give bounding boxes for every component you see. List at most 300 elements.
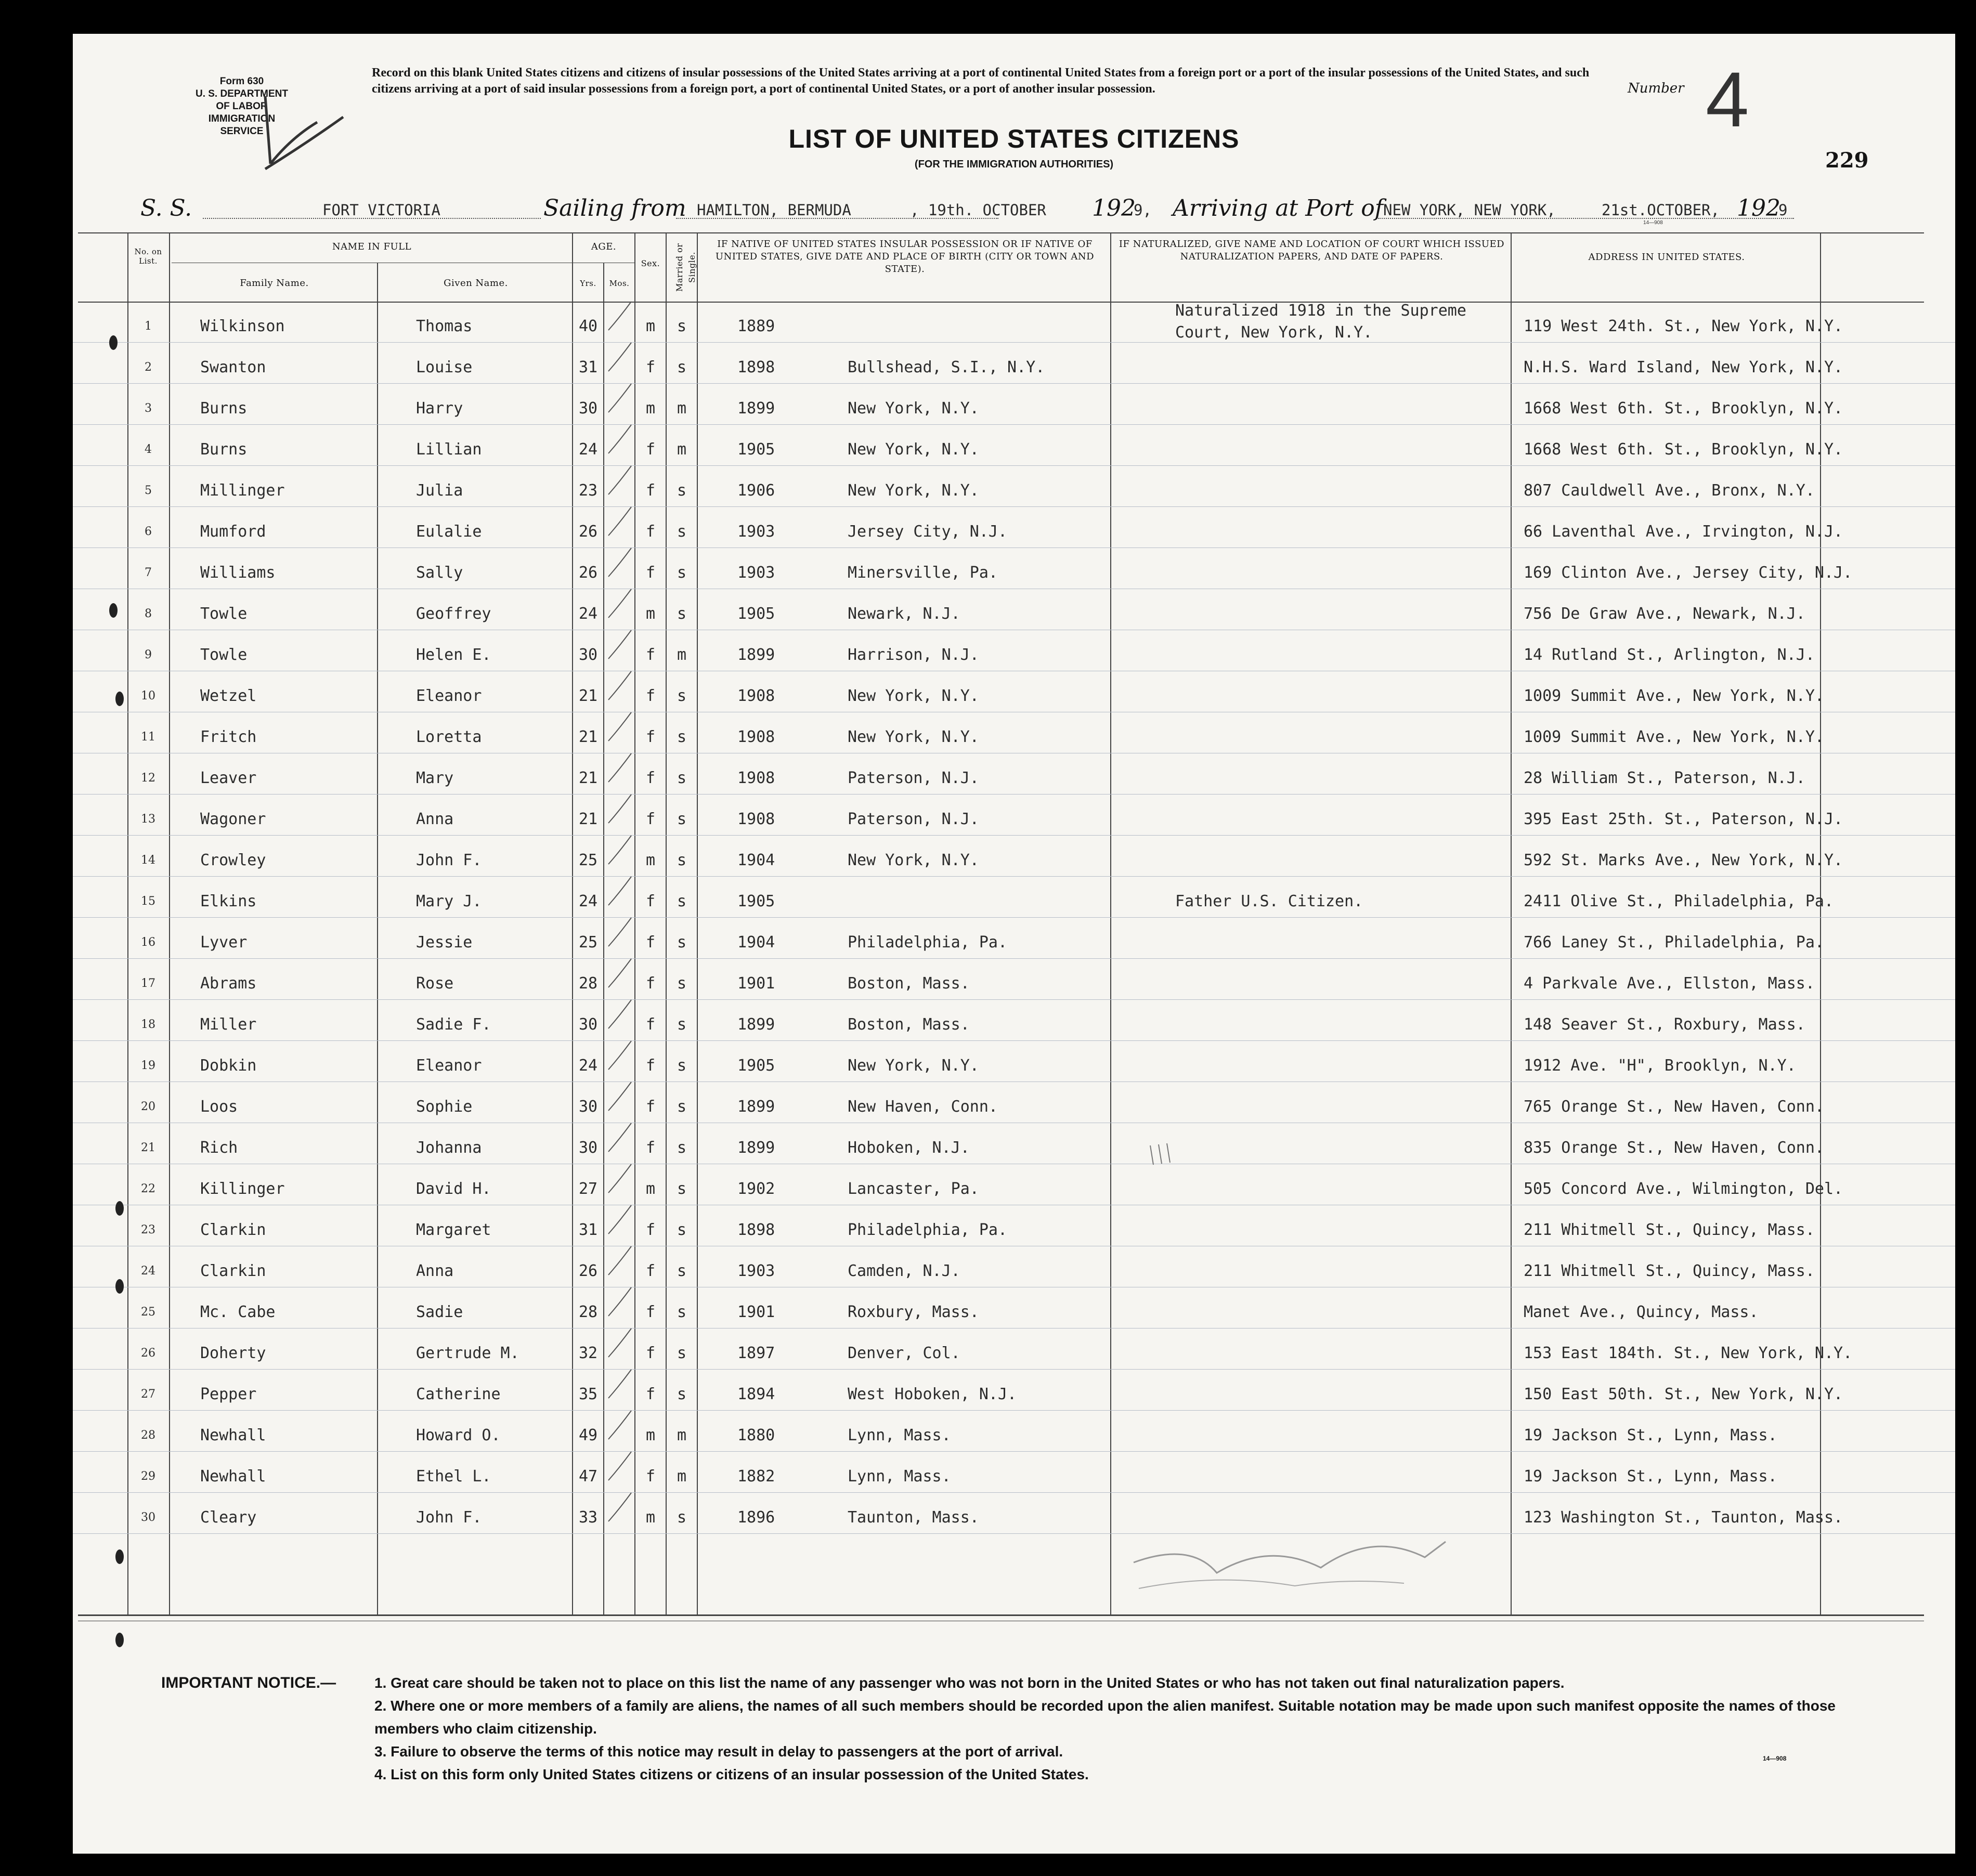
cell-address: 211 Whitmell St., Quincy, Mass. (1524, 1221, 1815, 1239)
cell-sex: f (645, 892, 656, 910)
cell-address: 19 Jackson St., Lynn, Mass. (1524, 1426, 1777, 1444)
cell-place: New York, N.Y. (848, 440, 979, 459)
cell-address: 123 Washington St., Taunton, Mass. (1524, 1508, 1843, 1527)
cell-place: Boston, Mass. (848, 1015, 970, 1034)
cell-yrs: 21 (578, 769, 598, 787)
cell-given: Sally (416, 564, 463, 582)
cell-ms: s (677, 1508, 687, 1527)
cell-given: Eleanor (416, 687, 482, 705)
cell-yrs: 24 (578, 605, 598, 623)
cell-year: 1905 (737, 1057, 775, 1075)
cell-address: 592 St. Marks Ave., New York, N.Y. (1524, 851, 1843, 869)
cell-address: 505 Concord Ave., Wilmington, Del. (1524, 1180, 1843, 1198)
cell-address: 756 De Graw Ave., Newark, N.J. (1524, 605, 1805, 623)
cell-no: 3 (145, 402, 152, 415)
cell-sex: m (645, 399, 656, 418)
cell-no: 23 (141, 1223, 155, 1236)
cell-year: 1906 (737, 481, 775, 500)
cell-given: Louise (416, 358, 473, 376)
cell-ms: s (677, 523, 687, 541)
year-prefix-1: 192 (1092, 195, 1136, 222)
notice-item-3: 3. Failure to observe the terms of this notice may result in delay to passengers at the port of arrival. (374, 1743, 1063, 1760)
arrival-date: 21st.OCTOBER, (1602, 201, 1720, 219)
cell-place: Minersville, Pa. (848, 564, 998, 582)
cell-ms: m (677, 1467, 687, 1486)
year-digit-2: 9 (1778, 201, 1788, 219)
cell-family: Doherty (200, 1344, 266, 1362)
cell-address: 148 Seaver St., Roxbury, Mass. (1524, 1015, 1805, 1034)
cell-yrs: 25 (578, 851, 598, 869)
cell-address: 1009 Summit Ave., New York, N.Y. (1524, 687, 1824, 705)
cell-place: Lynn, Mass. (848, 1467, 951, 1486)
notice-item-1: 1. Great care should be taken not to place on this list the name of any passenger who was not born in the United States or who has not taken out final naturalization papers. (374, 1675, 1565, 1691)
cell-ms: s (677, 1344, 687, 1362)
cell-sex: f (645, 646, 656, 664)
cell-year: 1903 (737, 1262, 775, 1280)
notice-item-4: 4. List on this form only United States citizens or citizens of an insular possession of the United States. (374, 1766, 1089, 1782)
cell-ms: s (677, 1303, 687, 1321)
cell-sex: f (645, 1057, 656, 1075)
cell-no: 7 (145, 566, 152, 579)
cell-ms: s (677, 317, 687, 335)
cell-no: 28 (141, 1429, 155, 1442)
cell-sex: f (645, 1303, 656, 1321)
cell-ms: s (677, 1180, 687, 1198)
cell-given: Loretta (416, 728, 482, 746)
cell-yrs: 31 (578, 358, 598, 376)
cell-no: 16 (141, 936, 155, 949)
cell-place: West Hoboken, N.J. (848, 1385, 1017, 1403)
cell-nat: Naturalized 1918 in the Supreme (1175, 302, 1466, 320)
cell-yrs: 30 (578, 1098, 598, 1116)
cell-no: 27 (141, 1388, 155, 1401)
cell-yrs: 24 (578, 892, 598, 910)
cell-ms: s (677, 481, 687, 500)
cell-given: Howard O. (416, 1426, 501, 1444)
arriving-label: Arriving at Port of (1173, 195, 1384, 222)
cell-year: 1908 (737, 728, 775, 746)
cell-no: 9 (145, 648, 152, 661)
cell-place: Bullshead, S.I., N.Y. (848, 358, 1045, 376)
cell-sex: f (645, 1262, 656, 1280)
cell-address: 119 West 24th. St., New York, N.Y. (1524, 317, 1843, 335)
cell-year: 1896 (737, 1508, 775, 1527)
sailing-label: Sailing from (543, 195, 686, 222)
handwriting-overlay (73, 34, 1955, 1854)
cell-family: Fritch (200, 728, 257, 746)
cell-sex: f (645, 769, 656, 787)
cell-year: 1902 (737, 1180, 775, 1198)
cell-ms: s (677, 851, 687, 869)
col-header-birth: IF NATIVE OF UNITED STATES INSULAR POSSESSION OR IF NATIVE OF UNITED STATES, GIVE DATE AND PLACE OF BIRTH (CITY OR TOWN AND STATE). (715, 239, 1095, 275)
cell-no: 15 (141, 895, 155, 908)
cell-given: John F. (416, 1508, 482, 1527)
cell-given: Thomas (416, 317, 473, 335)
cell-sex: f (645, 974, 656, 993)
cell-sex: f (645, 1221, 656, 1239)
cell-sex: m (645, 1508, 656, 1527)
notice-heading: IMPORTANT NOTICE.— (161, 1674, 336, 1691)
cell-family: Williams (200, 564, 276, 582)
cell-year: 1901 (737, 1303, 775, 1321)
cell-family: Abrams (200, 974, 257, 993)
cell-ms: s (677, 933, 687, 952)
cell-no: 2 (145, 361, 152, 374)
col-header-age: AGE. (591, 241, 617, 252)
cell-ms: m (677, 399, 687, 418)
cell-given: Eulalie (416, 523, 482, 541)
signature-scribble (1134, 1542, 1446, 1573)
cell-ms: s (677, 1262, 687, 1280)
cell-no: 26 (141, 1347, 155, 1360)
cell-year: 1897 (737, 1344, 775, 1362)
cell-address: 1009 Summit Ave., New York, N.Y. (1524, 728, 1824, 746)
cell-ms: s (677, 892, 687, 910)
col-header-address: ADDRESS IN UNITED STATES. (1588, 252, 1745, 263)
cell-family: Towle (200, 646, 248, 664)
cell-place: Boston, Mass. (848, 974, 970, 993)
cell-place: Philadelphia, Pa. (848, 933, 1008, 952)
cell-address: 14 Rutland St., Arlington, N.J. (1524, 646, 1815, 664)
cell-place: New York, N.Y. (848, 687, 979, 705)
cell-address: 4 Parkvale Ave., Ellston, Mass. (1524, 974, 1815, 993)
cell-year: 1880 (737, 1426, 775, 1444)
cell-year: 1899 (737, 1098, 775, 1116)
cell-family: Wilkinson (200, 317, 285, 335)
cell-ms: s (677, 605, 687, 623)
cell-yrs: 25 (578, 933, 598, 952)
cell-year: 1894 (737, 1385, 775, 1403)
cell-sex: m (645, 605, 656, 623)
cell-no: 8 (145, 607, 152, 620)
page-title: LIST OF UNITED STATES CITIZENS (788, 124, 1240, 153)
cell-ms: s (677, 974, 687, 993)
cell-ms: s (677, 1015, 687, 1034)
cell-yrs: 33 (578, 1508, 598, 1527)
cell-yrs: 28 (578, 1303, 598, 1321)
cell-sex: f (645, 1015, 656, 1034)
cell-ms: s (677, 728, 687, 746)
cell-family: Wetzel (200, 687, 257, 705)
cell-family: Lyver (200, 933, 248, 952)
cell-place: Denver, Col. (848, 1344, 960, 1362)
cell-sex: f (645, 1467, 656, 1486)
cell-place: Hoboken, N.J. (848, 1139, 970, 1157)
cell-address: 150 East 50th. St., New York, N.Y. (1524, 1385, 1843, 1403)
cell-place: New York, N.Y. (848, 728, 979, 746)
cell-yrs: 35 (578, 1385, 598, 1403)
cell-given: Julia (416, 481, 463, 500)
cell-yrs: 28 (578, 974, 598, 993)
cell-address: 2411 Olive St., Philadelphia, Pa. (1524, 892, 1834, 910)
cell-given: Mary J. (416, 892, 482, 910)
cell-ms: s (677, 769, 687, 787)
cell-place: Roxbury, Mass. (848, 1303, 979, 1321)
cell-family: Burns (200, 440, 248, 459)
cell-place: New York, N.Y. (848, 481, 979, 500)
col-header-no: No. on List. (134, 247, 162, 266)
top-form-code: 14—908 (1643, 220, 1663, 226)
cell-ms: s (677, 1221, 687, 1239)
cell-year: 1903 (737, 564, 775, 582)
handwritten-number: 4 (1706, 56, 1749, 143)
col-header-name: NAME IN FULL (332, 241, 412, 252)
cell-yrs: 31 (578, 1221, 598, 1239)
cell-place: Lancaster, Pa. (848, 1180, 979, 1198)
year-digit-1: 9, (1134, 201, 1152, 219)
cell-address: 807 Cauldwell Ave., Bronx, N.Y. (1524, 481, 1815, 500)
page-number: 229 (1825, 148, 1869, 173)
cell-ms: s (677, 1098, 687, 1116)
cell-no: 1 (145, 320, 152, 333)
cell-place: Philadelphia, Pa. (848, 1221, 1008, 1239)
cell-family: Millinger (200, 481, 285, 500)
cell-family: Clarkin (200, 1262, 266, 1280)
cell-no: 22 (141, 1182, 155, 1195)
cell-given: Anna (416, 810, 454, 828)
cell-sex: f (645, 1139, 656, 1157)
cell-given: Geoffrey (416, 605, 491, 623)
cell-given: Gertrude M. (416, 1344, 519, 1362)
cell-year: 1889 (737, 317, 775, 335)
cell-given: Anna (416, 1262, 454, 1280)
col-header-naturalized: IF NATURALIZED, GIVE NAME AND LOCATION OF COURT WHICH ISSUED NATURALIZATION PAPERS, AND DATE OF PAPERS. (1119, 239, 1505, 262)
cell-no: 4 (145, 443, 152, 456)
cell-family: Newhall (200, 1426, 266, 1444)
cell-yrs: 24 (578, 440, 598, 459)
cell-sex: f (645, 687, 656, 705)
cell-ms: m (677, 1426, 687, 1444)
cell-family: Mc. Cabe (200, 1303, 276, 1321)
cell-address: Manet Ave., Quincy, Mass. (1524, 1303, 1759, 1321)
cell-sex: f (645, 358, 656, 376)
signature-scribble (1139, 1580, 1404, 1588)
cell-yrs: 23 (578, 481, 598, 500)
cell-yrs: 30 (578, 399, 598, 418)
cell-no: 17 (141, 977, 155, 990)
cell-yrs: 40 (578, 317, 598, 335)
cell-sex: f (645, 728, 656, 746)
cell-given: Catherine (416, 1385, 501, 1403)
cell-place: New Haven, Conn. (848, 1098, 998, 1116)
cell-given: Sadie F. (416, 1015, 491, 1034)
cell-sex: f (645, 1385, 656, 1403)
cell-no: 25 (141, 1306, 155, 1319)
ss-label: S. S. (140, 195, 192, 222)
cell-address: 1668 West 6th. St., Brooklyn, N.Y. (1524, 440, 1843, 459)
cell-address: 169 Clinton Ave., Jersey City, N.J. (1524, 564, 1853, 582)
cell-no: 6 (145, 525, 152, 538)
col-header-family: Family Name. (240, 278, 309, 289)
cell-no: 5 (145, 484, 152, 497)
cell-place: Harrison, N.J. (848, 646, 979, 664)
cell-year: 1908 (737, 687, 775, 705)
cell-sex: f (645, 523, 656, 541)
cell-year: 1899 (737, 646, 775, 664)
cell-family: Newhall (200, 1467, 266, 1486)
cell-place: Paterson, N.J. (848, 769, 979, 787)
cell-address: 765 Orange St., New Haven, Conn. (1524, 1098, 1824, 1116)
cell-sex: f (645, 564, 656, 582)
cell-ms: m (677, 440, 687, 459)
cell-sex: f (645, 440, 656, 459)
cell-year: 1905 (737, 892, 775, 910)
cell-given: Harry (416, 399, 463, 418)
cell-year: 1899 (737, 1139, 775, 1157)
cell-family: Burns (200, 399, 248, 418)
cell-address: 766 Laney St., Philadelphia, Pa. (1524, 933, 1824, 952)
cell-yrs: 47 (578, 1467, 598, 1486)
cell-given: Helen E. (416, 646, 491, 664)
cell-ms: s (677, 1385, 687, 1403)
cell-family: Rich (200, 1139, 238, 1157)
cell-place: Camden, N.J. (848, 1262, 960, 1280)
cell-yrs: 26 (578, 1262, 598, 1280)
cell-place: Lynn, Mass. (848, 1426, 951, 1444)
cell-ms: s (677, 564, 687, 582)
col-header-mos: Mos. (609, 279, 630, 288)
cell-sex: m (645, 1426, 656, 1444)
cell-place: New York, N.Y. (848, 851, 979, 869)
cell-no: 29 (141, 1470, 155, 1483)
ship-name: FORT VICTORIA (322, 201, 440, 219)
cell-given: Sophie (416, 1098, 473, 1116)
cell-place: Paterson, N.J. (848, 810, 979, 828)
cell-yrs: 26 (578, 523, 598, 541)
cell-sex: m (645, 1180, 656, 1198)
cell-family: Elkins (200, 892, 257, 910)
cell-address: 66 Laventhal Ave., Irvington, N.J. (1524, 523, 1843, 541)
cell-year: 1904 (737, 851, 775, 869)
cell-given: Johanna (416, 1139, 482, 1157)
cell-sex: f (645, 933, 656, 952)
cell-yrs: 30 (578, 1139, 598, 1157)
form-number: Form 630 (219, 76, 264, 87)
cell-address: N.H.S. Ward Island, New York, N.Y. (1524, 358, 1843, 376)
cell-yrs: 30 (578, 646, 598, 664)
col-header-given: Given Name. (444, 278, 508, 289)
col-header-married: Married or Single. (674, 243, 697, 292)
cell-yrs: 32 (578, 1344, 598, 1362)
departure-port: HAMILTON, BERMUDA (697, 201, 851, 219)
cell-year: 1908 (737, 769, 775, 787)
number-label: Number (1628, 81, 1684, 96)
cell-family: Dobkin (200, 1057, 257, 1075)
cell-no: 30 (141, 1511, 155, 1524)
cell-ms: m (677, 646, 687, 664)
cell-address: 19 Jackson St., Lynn, Mass. (1524, 1467, 1777, 1486)
cell-ms: s (677, 687, 687, 705)
cell-given: Lillian (416, 440, 482, 459)
cell-year: 1905 (737, 440, 775, 459)
cell-no: 20 (141, 1100, 155, 1113)
cell-year: 1898 (737, 358, 775, 376)
cell-year: 1899 (737, 1015, 775, 1034)
cell-family: Towle (200, 605, 248, 623)
cell-given: Ethel L. (416, 1467, 491, 1486)
cell-ms: s (677, 1139, 687, 1157)
manifest-sheet (73, 34, 1955, 1854)
cell-address: 1668 West 6th. St., Brooklyn, N.Y. (1524, 399, 1843, 418)
cell-yrs: 27 (578, 1180, 598, 1198)
cell-sex: m (645, 851, 656, 869)
col-header-yrs: Yrs. (580, 279, 596, 288)
cell-family: Miller (200, 1015, 257, 1034)
cell-family: Cleary (200, 1508, 257, 1527)
cell-year: 1898 (737, 1221, 775, 1239)
cell-ms: s (677, 358, 687, 376)
cell-place: New York, N.Y. (848, 399, 979, 418)
cell-year: 1882 (737, 1467, 775, 1486)
cell-given: Mary (416, 769, 454, 787)
cell-family: Swanton (200, 358, 266, 376)
cell-no: 18 (141, 1018, 155, 1031)
cell-address: 153 East 184th. St., New York, N.Y. (1524, 1344, 1853, 1362)
cell-yrs: 21 (578, 728, 598, 746)
year-prefix-2: 192 (1737, 195, 1780, 222)
page-subtitle: (FOR THE IMMIGRATION AUTHORITIES) (914, 159, 1114, 170)
pencil-mark (1150, 1143, 1170, 1165)
departure-date: , 19th. OCTOBER (910, 201, 1046, 219)
cell-yrs: 24 (578, 1057, 598, 1075)
cell-nat: Father U.S. Citizen. (1175, 892, 1363, 910)
cell-sex: f (645, 1098, 656, 1116)
cell-sex: m (645, 317, 656, 335)
cell-sex: f (645, 810, 656, 828)
cell-yrs: 49 (578, 1426, 598, 1444)
cell-family: Wagoner (200, 810, 266, 828)
cell-year: 1904 (737, 933, 775, 952)
arrival-port: NEW YORK, NEW YORK, (1383, 201, 1556, 219)
cell-yrs: 26 (578, 564, 598, 582)
handwritten-mark (265, 96, 343, 169)
cell-no: 14 (141, 854, 155, 867)
service: IMMIGRATION SERVICE (208, 113, 276, 137)
cell-no: 10 (141, 689, 155, 702)
cell-sex: f (645, 481, 656, 500)
notice-item-2: 2. Where one or more members of a family are aliens, the names of all such members should be recorded upon the alien manifest. Suitable notation may be made upon such manifest opposite the names of those members who claim citizenship. (374, 1698, 1836, 1737)
cell-place: Jersey City, N.J. (848, 523, 1008, 541)
cell-place: New York, N.Y. (848, 1057, 979, 1075)
cell-nat-line2: Court, New York, N.Y. (1175, 323, 1373, 342)
cell-place: Newark, N.J. (848, 605, 960, 623)
cell-address: 1912 Ave. "H", Brooklyn, N.Y. (1524, 1057, 1796, 1075)
col-header-sex: Sex. (641, 258, 660, 268)
cell-ms: s (677, 1057, 687, 1075)
cell-given: Margaret (416, 1221, 491, 1239)
cell-family: Killinger (200, 1180, 285, 1198)
cell-family: Leaver (200, 769, 257, 787)
cell-family: Clarkin (200, 1221, 266, 1239)
cell-address: 211 Whitmell St., Quincy, Mass. (1524, 1262, 1815, 1280)
cell-yrs: 21 (578, 810, 598, 828)
cell-year: 1903 (737, 523, 775, 541)
record-instructions: Record on this blank United States citizens and citizens of insular possessions of the United States arriving at a port of continental United States from a foreign port or a port of the insular possessions of the United States, and such citizens arriving at a port of said insular possessions from a foreign port, a port of continental United States, or a port of another insular possession. (372, 66, 1590, 96)
cell-address: 395 East 25th. St., Paterson, N.J. (1524, 810, 1843, 828)
cell-given: Jessie (416, 933, 473, 952)
cell-no: 21 (141, 1141, 155, 1154)
cell-given: David H. (416, 1180, 491, 1198)
cell-family: Mumford (200, 523, 266, 541)
cell-no: 11 (141, 731, 155, 744)
cell-place: Taunton, Mass. (848, 1508, 979, 1527)
cell-year: 1899 (737, 399, 775, 418)
cell-family: Pepper (200, 1385, 257, 1403)
cell-address: 835 Orange St., New Haven, Conn. (1524, 1139, 1824, 1157)
cell-no: 13 (141, 813, 155, 826)
cell-family: Loos (200, 1098, 238, 1116)
cell-no: 12 (141, 772, 155, 785)
